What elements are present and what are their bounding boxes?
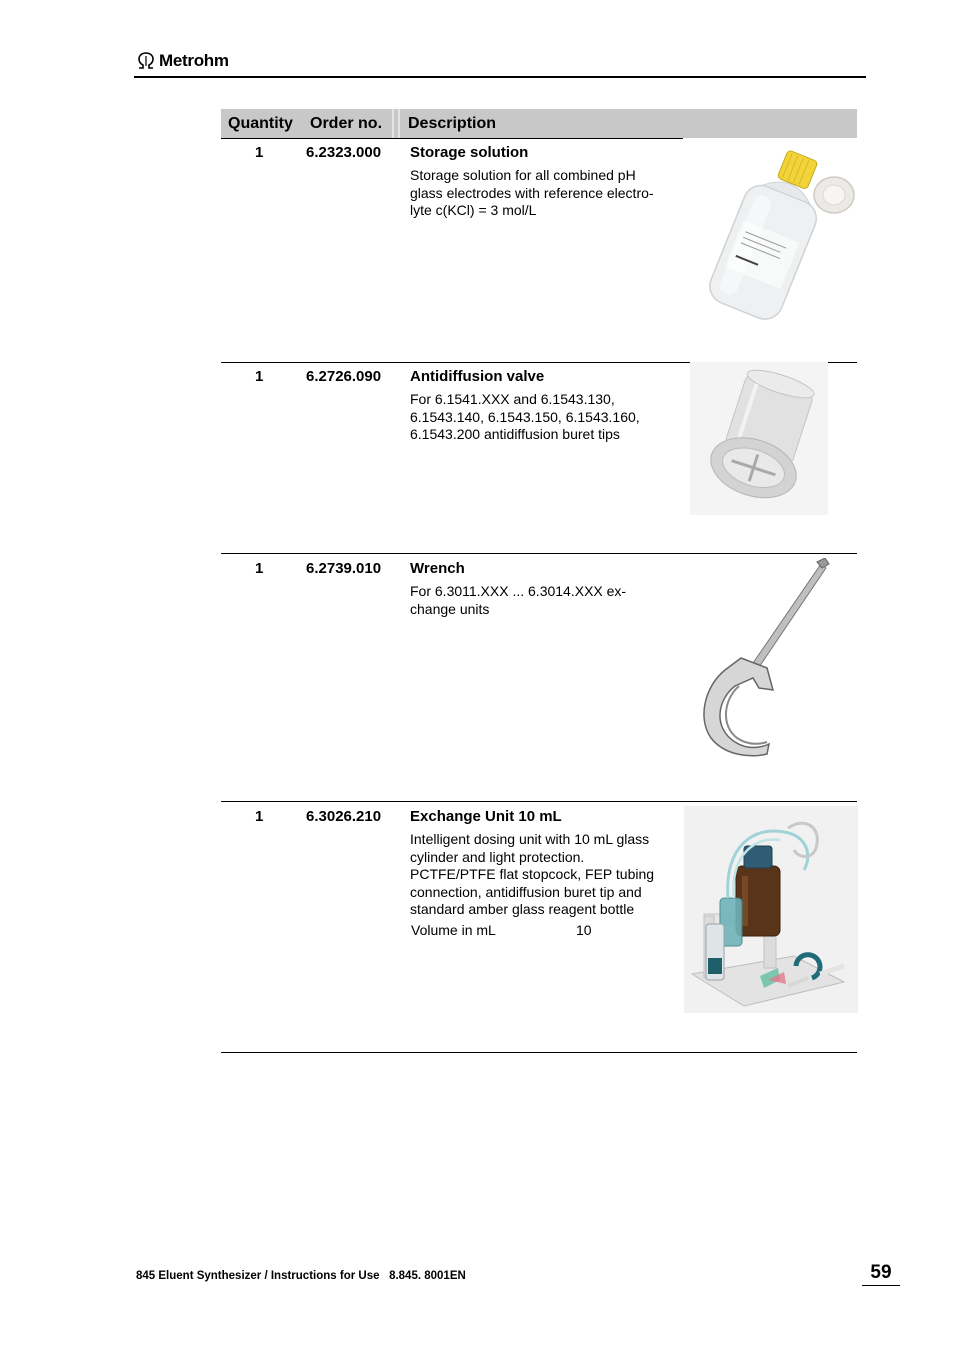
column-divider: [392, 109, 394, 138]
table-header: [221, 109, 857, 138]
description-line: cylinder and light protection.: [410, 848, 585, 865]
row-divider: [827, 362, 857, 363]
page-number: 59: [870, 1262, 892, 1283]
description-line: Intelligent dosing unit with 10 mL glass: [410, 831, 650, 847]
column-quantity: Quantity: [228, 115, 293, 132]
row-order-no: 6.3026.210: [306, 808, 382, 825]
row-title: Wrench: [410, 560, 465, 577]
row-description: [410, 583, 670, 618]
metrohm-logo: [136, 50, 229, 72]
description-line: 6.1543.140, 6.1543.150, 6.1543.160,: [410, 408, 640, 425]
column-divider: [398, 109, 400, 138]
description-line: 6.1543.200 antidiffusion buret tips: [410, 426, 620, 442]
description-line: glass electrodes with reference electro-: [410, 184, 654, 201]
row-order-no: 6.2739.010: [306, 560, 382, 577]
row-quantity: 1: [255, 560, 264, 577]
antidiffusion-valve-icon: [690, 362, 828, 515]
description-line: connection, antidiffusion buret tip and: [410, 883, 642, 900]
description-line: lyte c(KCl) = 3 mol/L: [410, 202, 537, 218]
description-line: change units: [410, 600, 490, 617]
page-number-rule: [862, 1285, 900, 1286]
description-line: PCTFE/PTFE flat stopcock, FEP tubing: [410, 866, 655, 882]
row-title: Antidiffusion valve: [410, 368, 545, 385]
row-quantity: 1: [255, 144, 264, 161]
row-description: [410, 167, 670, 220]
spec-label: Volume in mL: [411, 922, 496, 938]
row-description: [410, 391, 670, 444]
row-quantity: 1: [255, 368, 264, 385]
row-order-no: 6.2323.000: [306, 144, 382, 161]
column-order-no: Order no.: [310, 115, 383, 132]
wrench-icon: [695, 558, 835, 758]
row-title: Storage solution: [410, 144, 529, 161]
row-divider: [221, 362, 690, 363]
header-rule: [134, 76, 866, 78]
row-divider: [221, 553, 857, 554]
description-line: For 6.1541.XXX and 6.1543.130,: [410, 391, 615, 407]
row-divider: [221, 1052, 857, 1053]
column-description: Description: [408, 115, 497, 132]
description-line: For 6.3011.XXX ... 6.3014.XXX ex-: [410, 583, 627, 599]
row-divider: [221, 138, 683, 139]
row-order-no: 6.2726.090: [306, 368, 382, 385]
exchange-unit-icon: [684, 806, 858, 1013]
footer-text: 845 Eluent Synthesizer / Instructions for Use 8.845. 8001EN: [136, 1270, 466, 1282]
logo-text: Metrohm: [159, 51, 229, 70]
description-line: Storage solution for all combined pH: [410, 167, 636, 183]
storage-bottle-icon: [684, 140, 859, 320]
row-quantity: 1: [255, 808, 264, 825]
omega-logo-icon: [136, 52, 156, 70]
row-title: Exchange Unit 10 mL: [410, 808, 562, 825]
spec-value: 10: [576, 922, 592, 938]
row-description: [410, 831, 670, 919]
description-line: standard amber glass reagent bottle: [410, 901, 635, 917]
row-divider: [221, 801, 857, 802]
